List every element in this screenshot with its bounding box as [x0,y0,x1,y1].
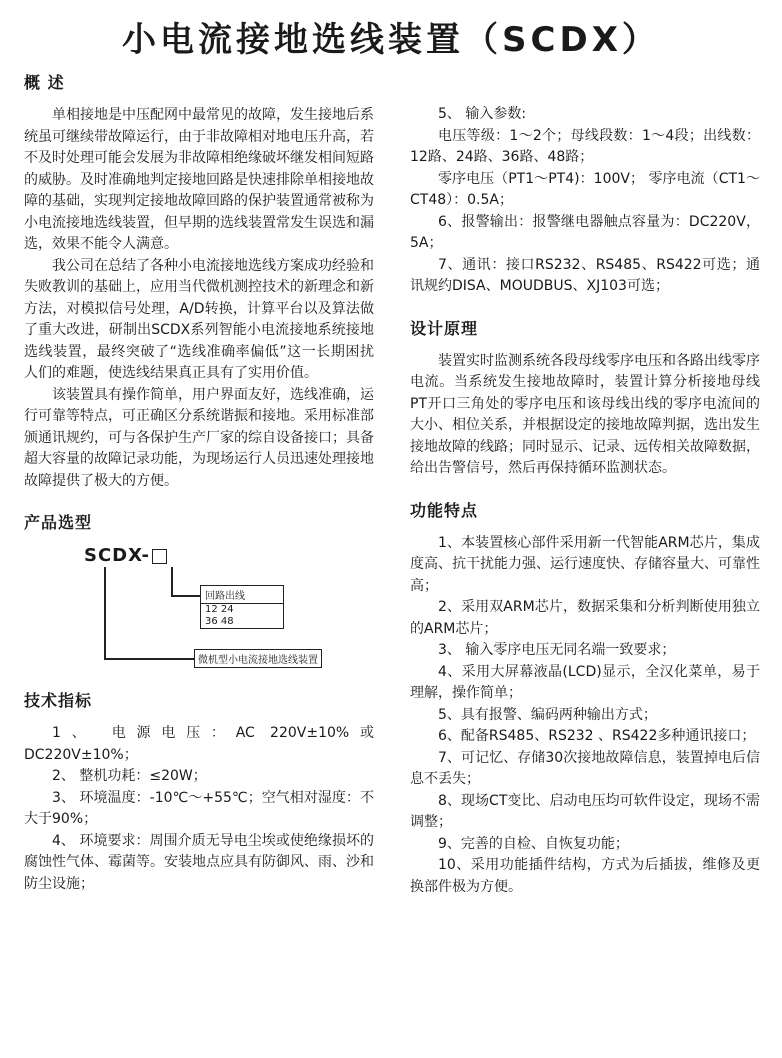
spec-item: 4、 环境要求：周围介质无导电尘埃或使绝缘损坏的腐蚀性气体、霉菌等。安装地点应具有防御风、雨、沙和防尘设施； [24,832,374,892]
overview-heading: 概 述 [24,73,65,92]
model-option-box [152,549,167,564]
circuit-table-row: 36 48 [205,616,234,627]
spec-item: 3、 环境温度：-10℃～+55℃；空气相对湿度：不大于90%； [24,789,374,827]
spec-item: 2、 整机功耗：≤20W； [52,768,207,784]
circuit-table-row: 12 24 [205,604,234,615]
page-title: 小电流接地选线装置（SCDX） [122,20,660,60]
feature-item: 5、具有报警、编码两种输出方式； [438,706,657,723]
feature-item: 4、采用大屏幕液晶(LCD)显示，全汉化菜单，易于理解，操作简单； [410,663,760,701]
principle-paragraph: 装置实时监测系统各段母线零序电压和各路出线零序电流。当系统发生接地故障时，装置计算分析接地母线PT开口三角处的零序电压和该母线出线的零序电流间的大小、相位关系，并根据设定的接地故障判据，选出发生接地故障的线路；同时显示、记录、远传相关故障数据，给出告警信号，然后再保持循环监测状态。 [410,352,760,476]
feature-item: 8、现场CT变比、启动电压均可软件设定，现场不需调整； [410,792,760,830]
specs-heading: 技术指标 [24,691,93,710]
feature-item: 6、配备RS485、RS232 、RS422多种通讯接口； [438,728,756,744]
right-column [410,104,760,898]
overview-paragraph: 单相接地是中压配网中最常见的故障，发生接地后系统虽可继续带故障运行，由于非故障相对地电压升高，若不及时处理可能会发展为非故障相绝缘破坏继发相间短路的威胁。及时准确地判定接地回路是快速排除单相接地故障的基础，实现判定接地故障回路的保护装置通常被称为小电流接地选线装置，但早期的选线装置常发生误选和漏选，效果不能令人满意。 [24,107,374,252]
overview-paragraph: 我公司在总结了各种小电流接地选线方案成功经验和失败教训的基础上，应用当代微机测控技术的新理念和新方法，对模拟信号处理，A/D转换，计算平台以及算法做了重大改进，研制出SCDX系列智能小电流接地系统接地选线装置，最终突破了“选线准确率偏低”这一长期困扰人们的难题，使选线结果真正具有了实用价值。 [24,257,374,381]
circuit-table-header: 回路出线 [201,586,283,604]
model-diagram [24,545,374,670]
feature-item: 9、完善的自检、自恢复功能； [438,835,629,852]
feature-item: 2、采用双ARM芯片，数据采集和分析判断使用独立的ARM芯片； [410,599,760,637]
spec-item: 5、 输入参数: [438,106,527,122]
model-code: SCDX- [84,545,167,566]
spec-item: 6、报警输出：报警继电器触点容量为：DC220V，5A； [410,213,760,251]
feature-item: 3、 输入零序电压无同名端一致要求； [438,642,676,658]
selection-heading: 产品选型 [24,513,93,532]
spec-item: 7、通讯：接口RS232、RS485、RS422可选；通讯规约DISA、MOUDBUS、XJ103可选； [410,256,760,294]
principle-heading: 设计原理 [410,318,479,338]
spec-item: 零序电压（PT1～PT4)：100V； 零序电流（CT1～CT48）：0.5A； [410,170,760,208]
spec-item: 电压等级：1～2个；母线段数：1～4段；出线数：12路、24路、36路、48路； [410,127,760,165]
feature-item: 1、本装置核心部件采用新一代智能ARM芯片，集成度高、抗干扰能力强、运行速度快、存储容量大、可靠性高； [410,534,760,594]
left-column [24,70,374,895]
feature-item: 10、采用功能插件结构，方式为后插拔，维修及更换部件极为方便。 [410,857,760,895]
product-label: 微机型小电流接地选线装置 [194,649,322,668]
features-heading: 功能特点 [410,500,479,520]
feature-item: 7、可记忆、存储30次接地故障信息，装置掉电后信息不丢失； [410,749,760,787]
circuit-table [200,585,284,629]
spec-item: 1、 电源电压：AC 220V±10%或DC220V±10%； [24,725,374,763]
overview-paragraph: 该装置具有操作简单，用户界面友好，选线准确，运行可靠等特点，可正确区分系统谐振和接地。采用标准部颁通讯规约，可与各保护生产厂家的综自设备接口；具备超大容量的故障记录功能，为现场运行人员迅速处理接地故障提供了极大的方便。 [24,386,374,489]
